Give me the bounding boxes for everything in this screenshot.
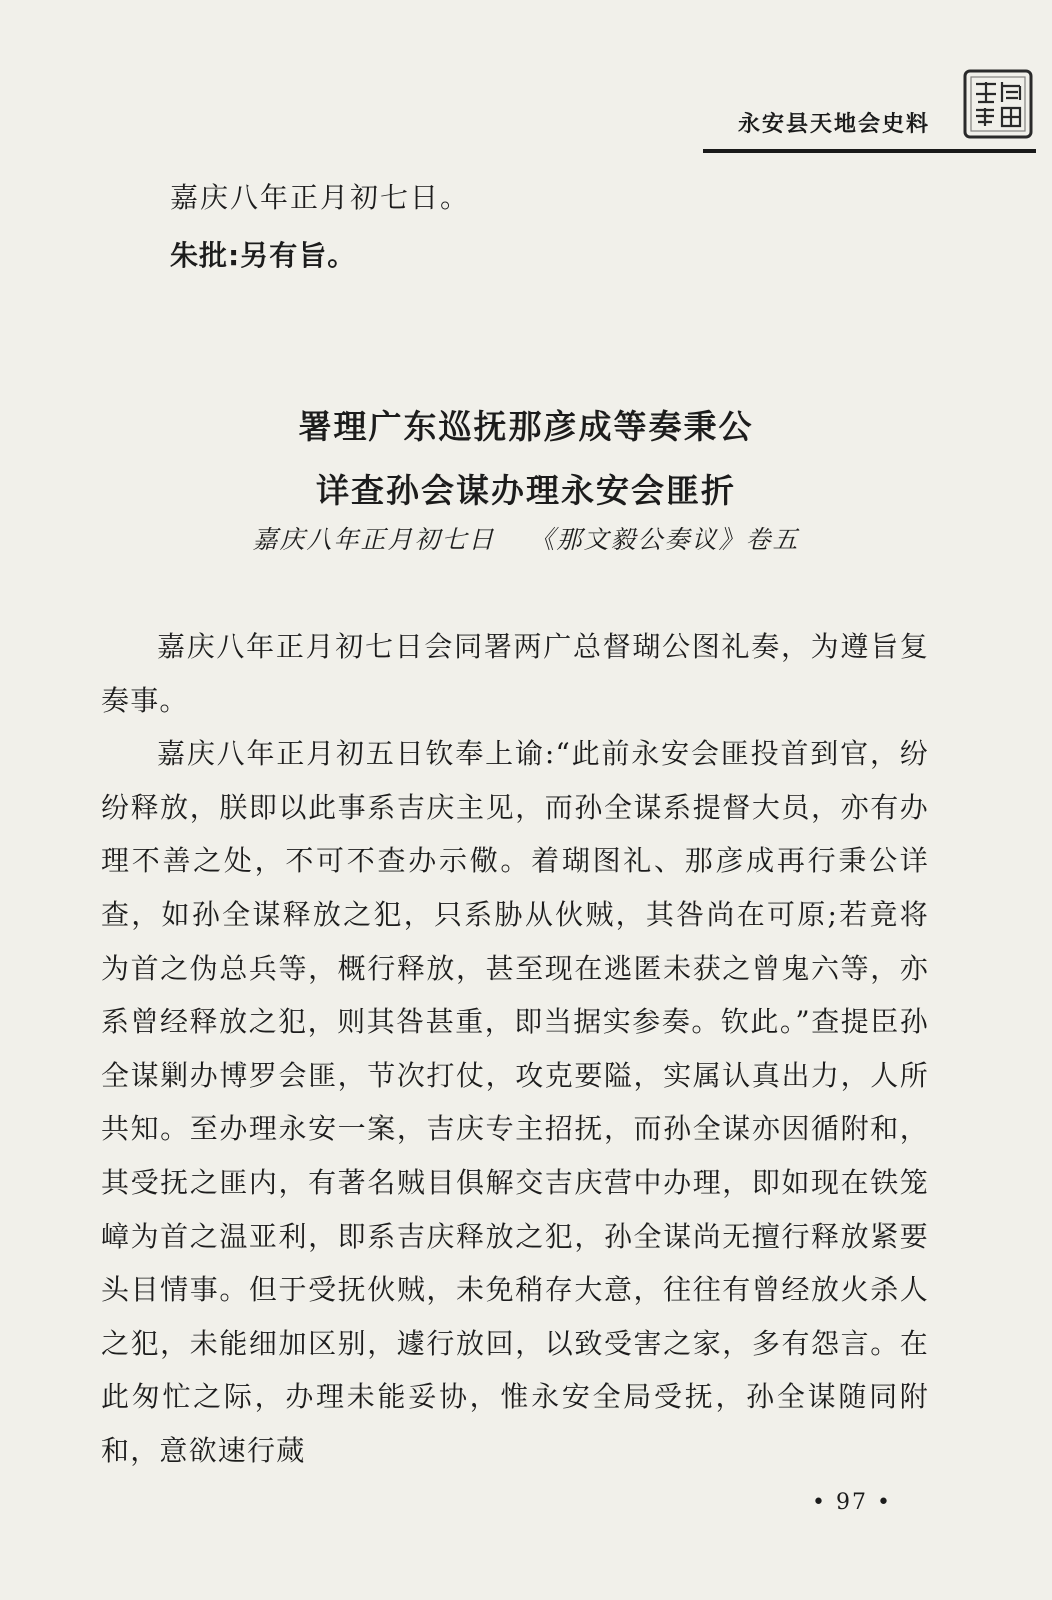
document-subtitle: [100, 520, 952, 556]
running-head: [0, 0, 1052, 160]
body-paragraph: 嘉庆八年正月初七日会同署两广总督瑚公图礼奏，为遵旨复奏事。: [101, 630, 929, 717]
subtitle-source: 《那文毅公奏议》卷五: [529, 525, 800, 554]
header-rule: [703, 149, 1036, 153]
seal-stamp-icon: [962, 68, 1034, 140]
body-paragraph: 嘉庆八年正月初五日钦奉上谕:“此前永安会匪投首到官，纷纷释放，朕即以此事系吉庆主见，而孙全谋系提督大员，亦有办理不善之处，不可不查办示儆。着瑚图礼、那彦成再行秉公详查，如孙全谋释放之犯，只系胁从伙贼，其咎尚在可原;若竟将为首之伪总兵等，概行释放，甚至现在逃匿未获之曾鬼六等，亦系曾经释放之犯，则其咎甚重，即当据实参奏。钦此。”查提臣孙全谋剿办博罗会匪，节次打仗，攻克要隘，实属认真出力，人所共知。至办理永安一案，吉庆专主招抚，而孙全谋亦因循附和，其受抚之匪内，有著名贼目俱解交吉庆营中办理，即如现在铁笼嶂为首之温亚利，即系吉庆释放之犯，孙全谋尚无擅行释放紧要头目情事。但于受抚伙贼，未免稍存大意，往往有曾经放火杀人之犯，未能细加区别，遽行放回，以致受害之家，多有怨言。在此匆忙之际，办理未能妥协，惟永安全局受抚，孙全谋随同附和，意欲速行蒇: [101, 737, 929, 1467]
document-title: [100, 395, 952, 523]
document-title-line-1: 署理广东巡抚那彦成等奏秉公: [298, 407, 754, 446]
document-title-line-2: 详查孙会谋办理永安会匪折: [316, 471, 736, 510]
page-number: • 97 •: [812, 1490, 892, 1515]
seal-stamp-graphic: [962, 68, 1034, 140]
running-head-title: 永安县天地会史料: [737, 112, 930, 137]
document-body: [101, 620, 929, 1478]
subtitle-date: 嘉庆八年正月初七日: [252, 525, 496, 554]
previous-document-date: 嘉庆八年正月初七日。: [170, 181, 471, 214]
vermilion-rescript: 朱批:另有旨。: [170, 239, 357, 272]
